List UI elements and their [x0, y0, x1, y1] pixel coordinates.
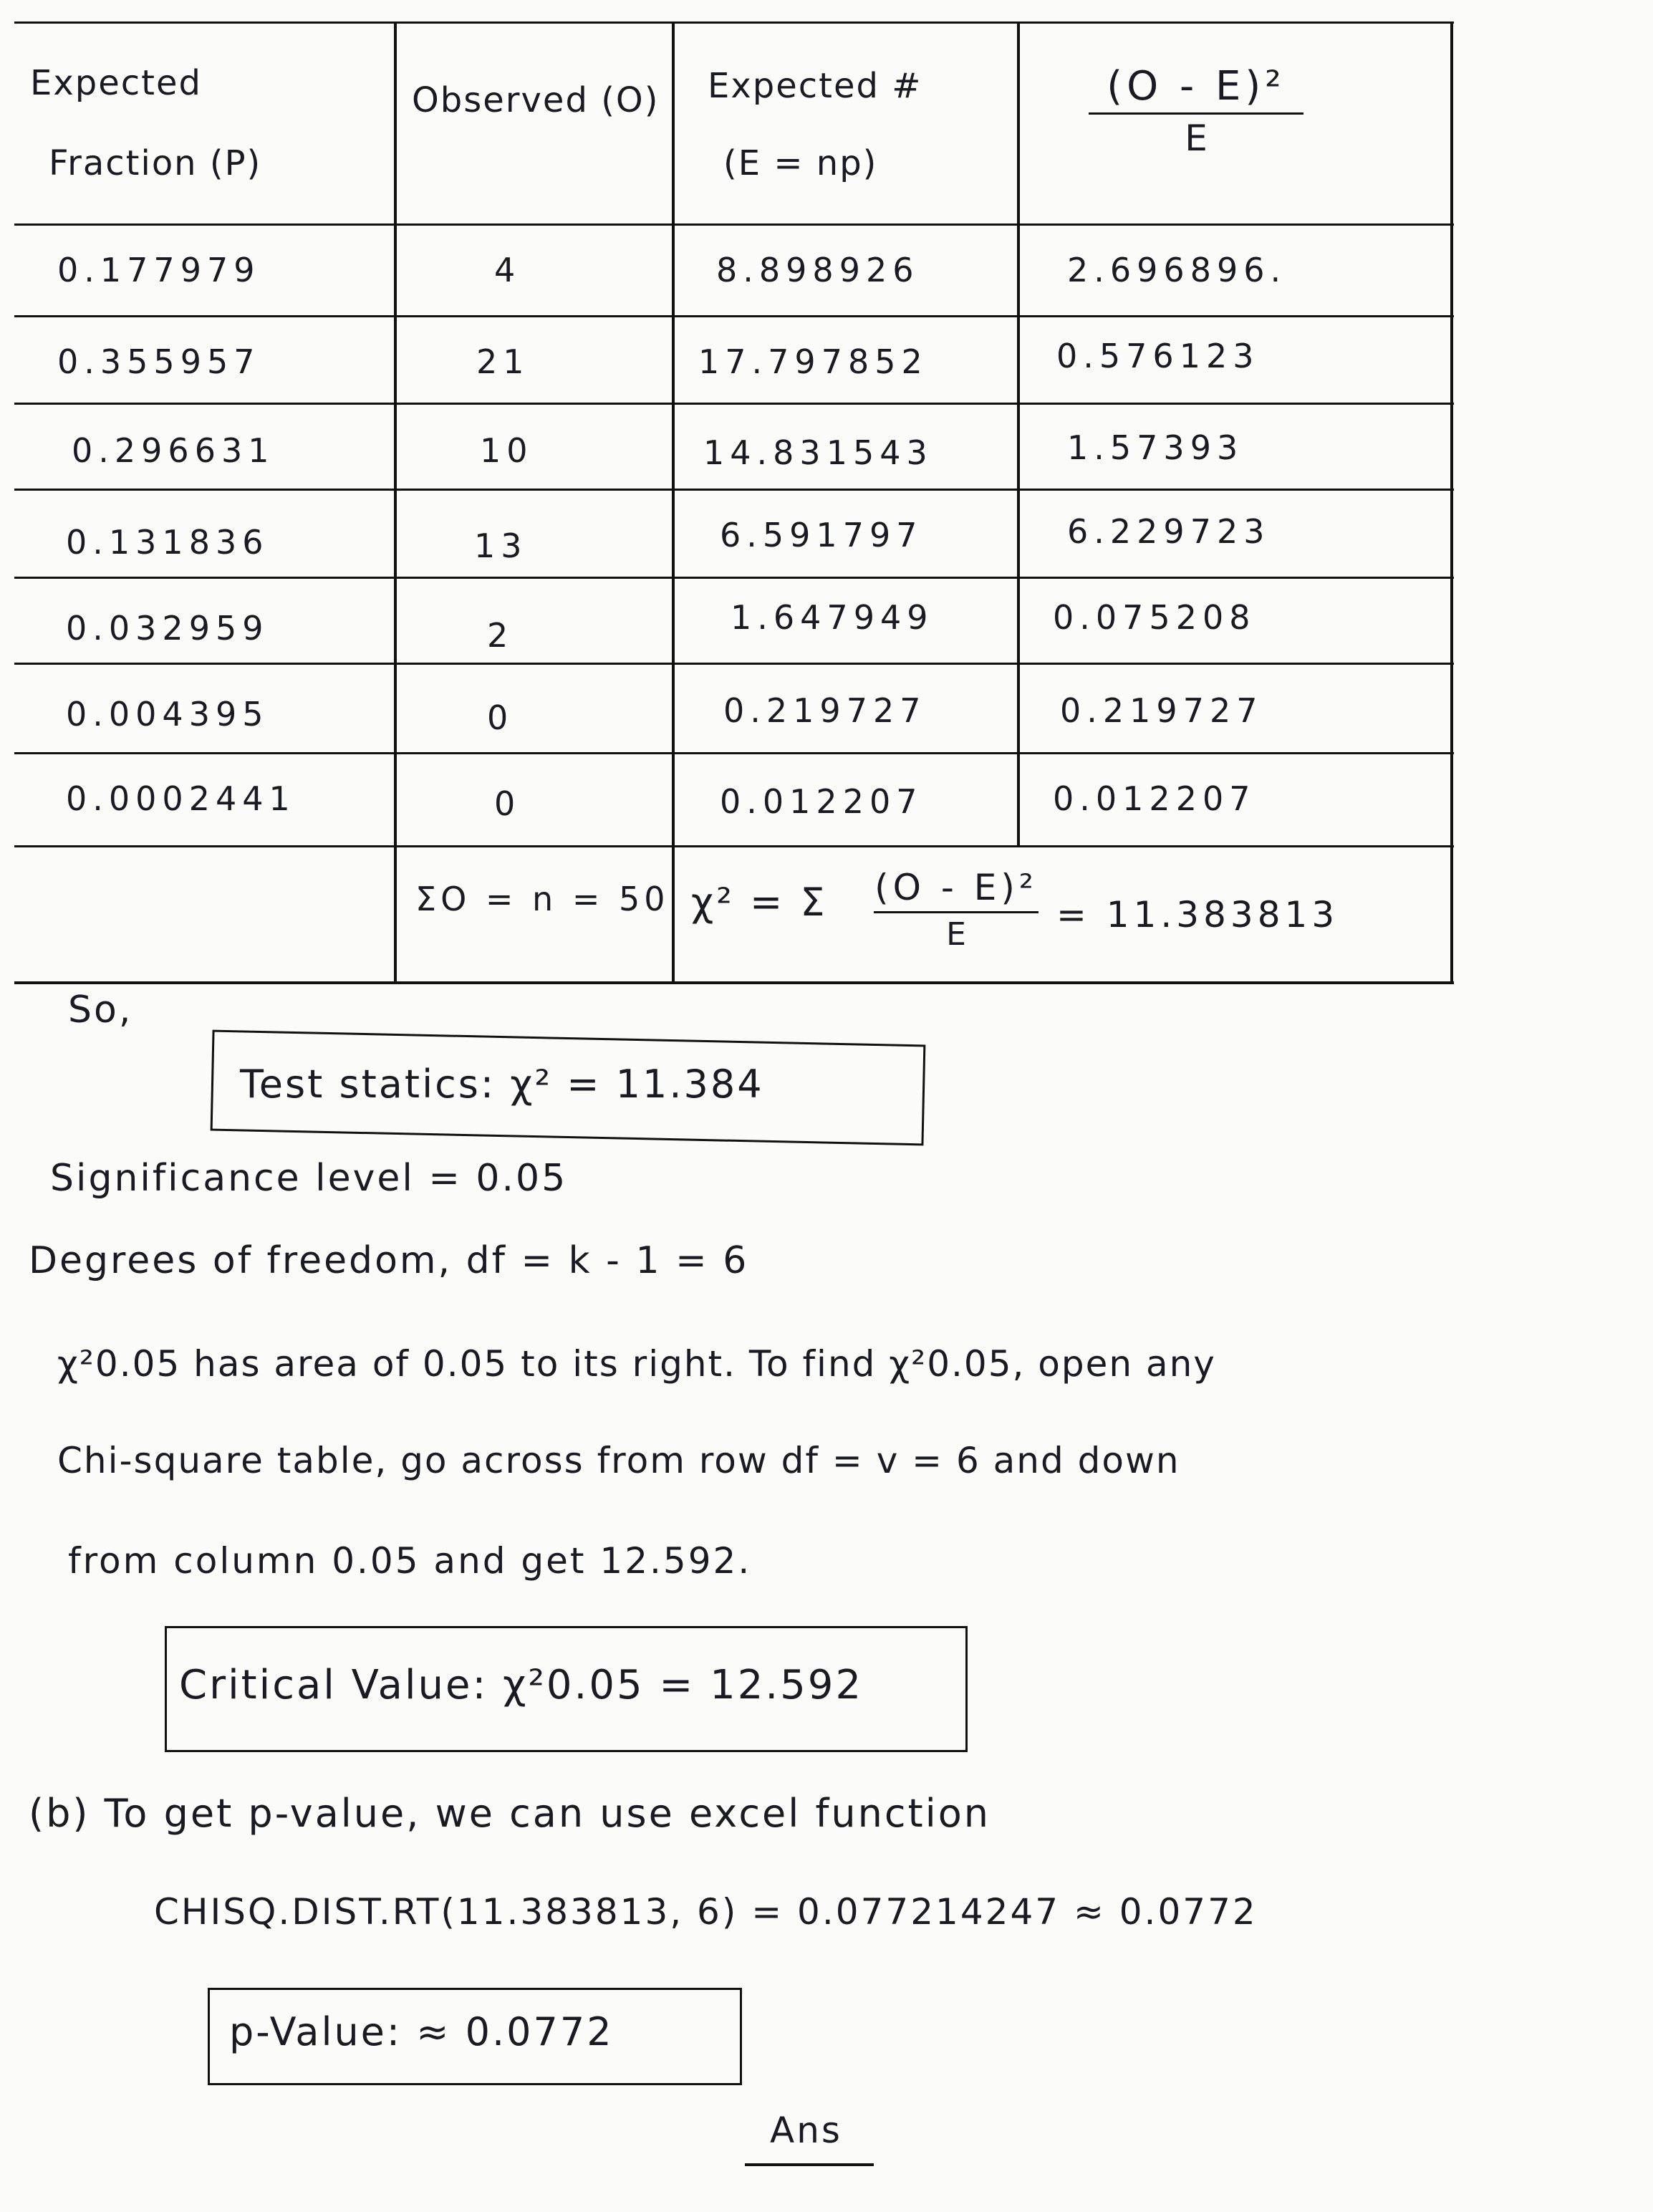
test-statistic: Test statics: χ² = 11.384 — [240, 1062, 764, 1107]
cell-o: 0 — [487, 698, 514, 737]
chi-square-table — [14, 21, 1454, 985]
so-label: So, — [68, 989, 133, 1032]
cell-chi: 0.075208 — [1053, 598, 1256, 637]
cell-chi: 6.229723 — [1067, 512, 1271, 551]
total-observed: ΣO = n = 50 — [415, 880, 670, 918]
cell-p: 0.355957 — [57, 342, 261, 381]
cell-chi: 0.576123 — [1056, 337, 1260, 375]
cell-o: 13 — [474, 526, 528, 565]
table-col-divider — [672, 21, 675, 984]
header-expected-fraction-2: Fraction (P) — [49, 143, 262, 183]
cell-chi: 2.696896. — [1067, 251, 1287, 289]
chi-sum-prefix: χ² = Σ — [691, 880, 828, 925]
table-row-divider — [14, 845, 1454, 847]
paragraph-line: χ²0.05 has area of 0.05 to its right. To find χ²0.05, open any — [57, 1343, 1216, 1385]
cell-p: 0.0002441 — [66, 779, 296, 818]
cell-e: 17.797852 — [698, 342, 928, 381]
table-right-border — [1450, 21, 1453, 984]
cell-e: 0.012207 — [720, 782, 923, 821]
paragraph-line: Chi-square table, go across from row df = v = 6 and down — [57, 1440, 1180, 1481]
cell-p: 0.032959 — [66, 609, 269, 648]
significance-level: Significance level = 0.05 — [50, 1157, 568, 1200]
cell-p: 0.131836 — [66, 523, 269, 562]
part-b-line: (b) To get p-value, we can use excel function — [29, 1791, 991, 1836]
header-expected-count-1: Expected # — [708, 66, 922, 106]
cell-o: 2 — [487, 616, 514, 655]
table-top-border — [14, 21, 1454, 24]
fraction-bar — [1089, 112, 1303, 115]
cell-o: 0 — [494, 784, 521, 823]
cell-chi: 1.57393 — [1067, 428, 1244, 467]
cell-p: 0.004395 — [66, 695, 269, 734]
header-chi-numerator: (O - E)² — [1107, 63, 1286, 110]
cell-o: 4 — [494, 251, 521, 289]
cell-o: 10 — [480, 431, 534, 470]
cell-e: 6.591797 — [720, 516, 923, 554]
cell-chi: 0.012207 — [1053, 779, 1256, 818]
answer-label: Ans — [770, 2110, 842, 2151]
header-expected-count-2: (E = np) — [723, 143, 878, 183]
cell-chi: 0.219727 — [1060, 691, 1263, 730]
cell-e: 14.831543 — [703, 433, 933, 472]
cell-e: 0.219727 — [723, 691, 927, 730]
chi-sum-fraction — [856, 867, 1056, 953]
fraction-bar — [874, 911, 1038, 913]
table-row-divider — [14, 663, 1454, 665]
degrees-of-freedom: Degrees of freedom, df = k - 1 = 6 — [29, 1239, 749, 1282]
table-row-divider — [14, 403, 1454, 405]
table-row-divider — [14, 315, 1454, 317]
header-chi-component — [1074, 63, 1318, 159]
chi-sum-numerator: (O - E)² — [874, 867, 1038, 908]
cell-o: 21 — [476, 342, 530, 381]
cell-p: 0.177979 — [57, 251, 261, 289]
table-row-divider — [14, 223, 1454, 226]
cell-e: 1.647949 — [731, 598, 934, 637]
excel-formula: CHISQ.DIST.RT(11.383813, 6) = 0.077214247 ≈ 0.0772 — [154, 1891, 1258, 1933]
p-value: p-Value: ≈ 0.0772 — [229, 2009, 614, 2054]
table-row-divider — [14, 489, 1454, 491]
critical-value: Critical Value: χ²0.05 = 12.592 — [179, 1662, 864, 1708]
table-col-divider — [1017, 21, 1020, 845]
table-row-divider — [14, 577, 1454, 579]
table-row-divider — [14, 752, 1454, 754]
chi-sum-denominator: E — [946, 916, 966, 953]
cell-p: 0.296631 — [72, 431, 275, 470]
chi-sum-value: = 11.383813 — [1056, 894, 1339, 936]
cell-e: 8.898926 — [716, 251, 920, 289]
paragraph-line: from column 0.05 and get 12.592. — [68, 1540, 752, 1582]
answer-underline — [745, 2163, 874, 2166]
table-bottom-border — [14, 981, 1454, 984]
table-col-divider — [394, 21, 397, 984]
header-chi-denominator: E — [1185, 117, 1208, 159]
header-expected-fraction-1: Expected — [30, 63, 202, 103]
header-observed: Observed (O) — [412, 80, 660, 120]
